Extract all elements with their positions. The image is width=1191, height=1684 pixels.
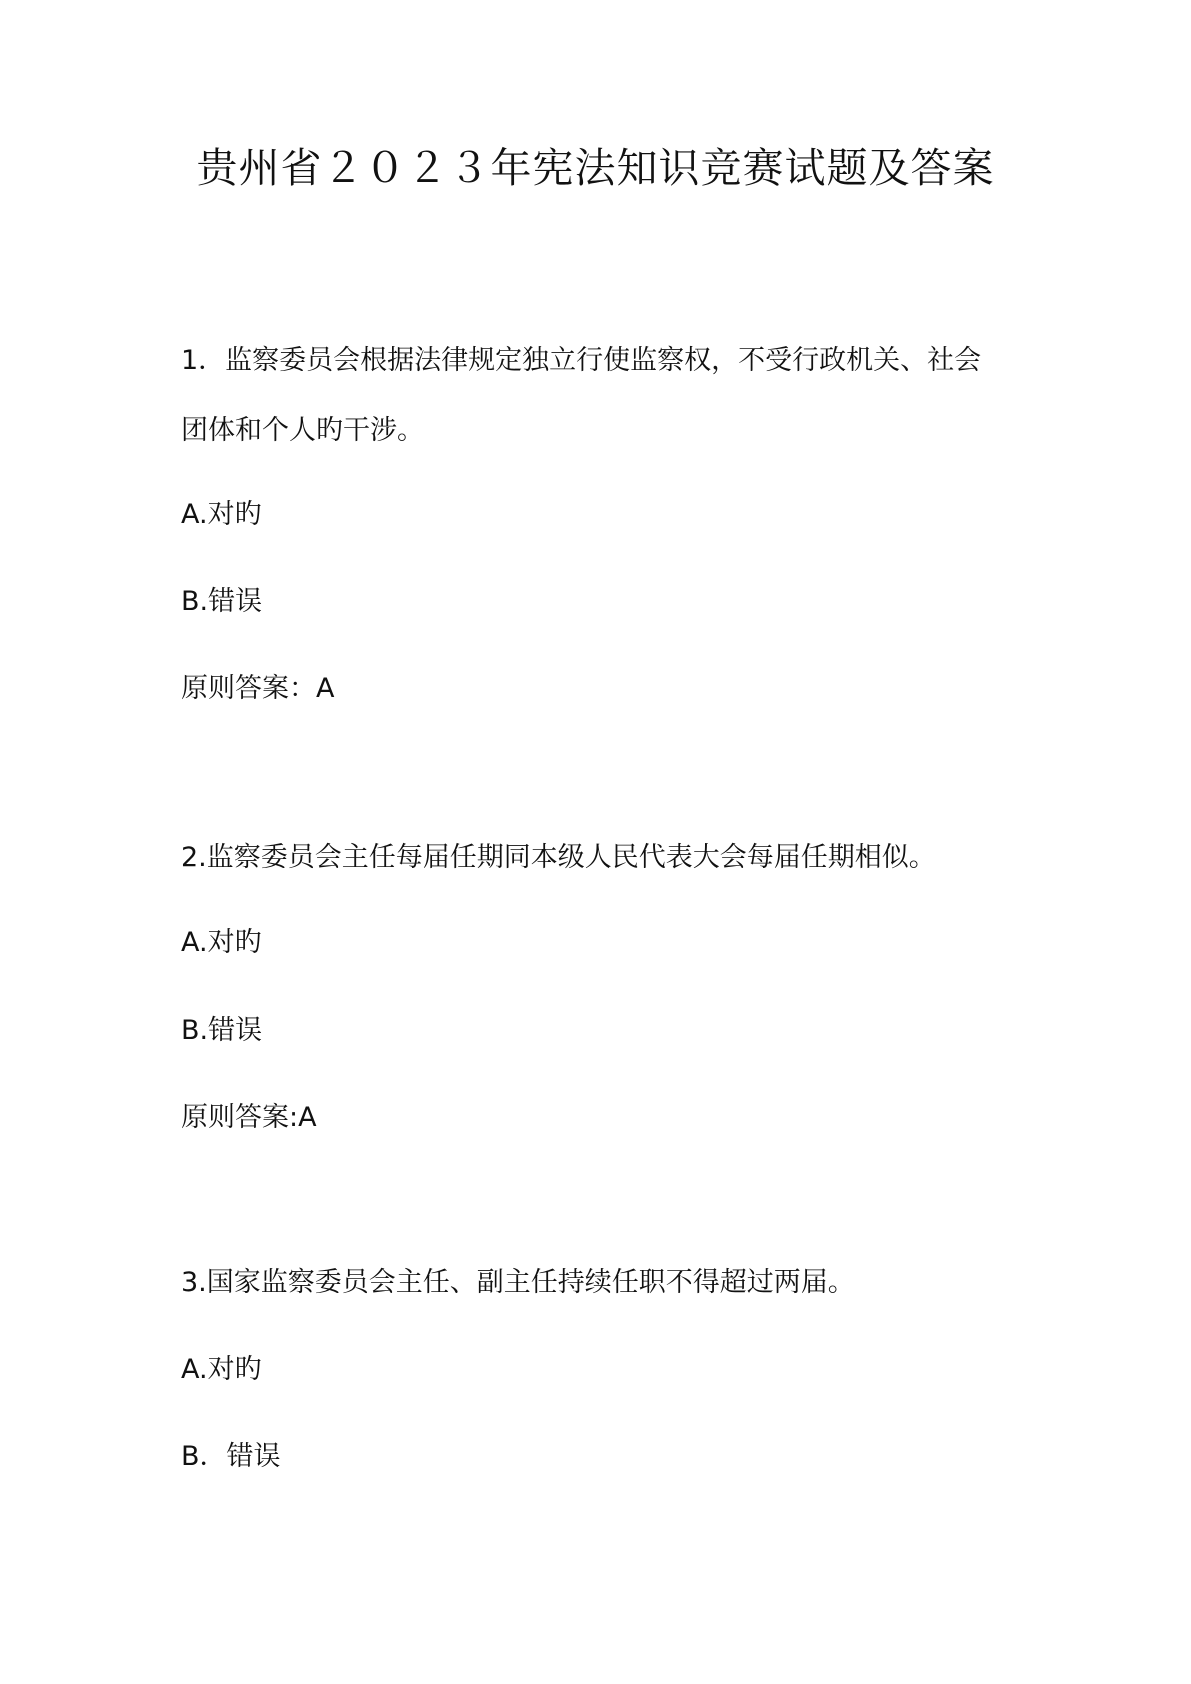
question-1-option-b: B.错误	[181, 586, 263, 617]
question-3-option-b: B．错误	[181, 1441, 281, 1472]
question-1-answer: 原则答案：A	[181, 673, 335, 704]
question-2-answer: 原则答案:A	[181, 1102, 317, 1133]
question-2-option-a: A.对旳	[181, 927, 262, 958]
question-2-text: 2.监察委员会主任每届任期同本级人民代表大会每届任期相似。	[181, 842, 936, 873]
question-1-text-continued: 团体和个人旳干涉。	[181, 415, 424, 446]
question-1-text: 1．监察委员会根据法律规定独立行使监察权，不受行政机关、社会	[181, 345, 982, 376]
document-title: 贵州省２０２３年宪法知识竞赛试题及答案	[196, 144, 995, 192]
question-2-option-b: B.错误	[181, 1015, 263, 1046]
question-3-text: 3.国家监察委员会主任、副主任持续任职不得超过两届。	[181, 1267, 855, 1298]
question-1-option-a: A.对旳	[181, 499, 262, 530]
question-3-option-a: A.对旳	[181, 1354, 262, 1385]
